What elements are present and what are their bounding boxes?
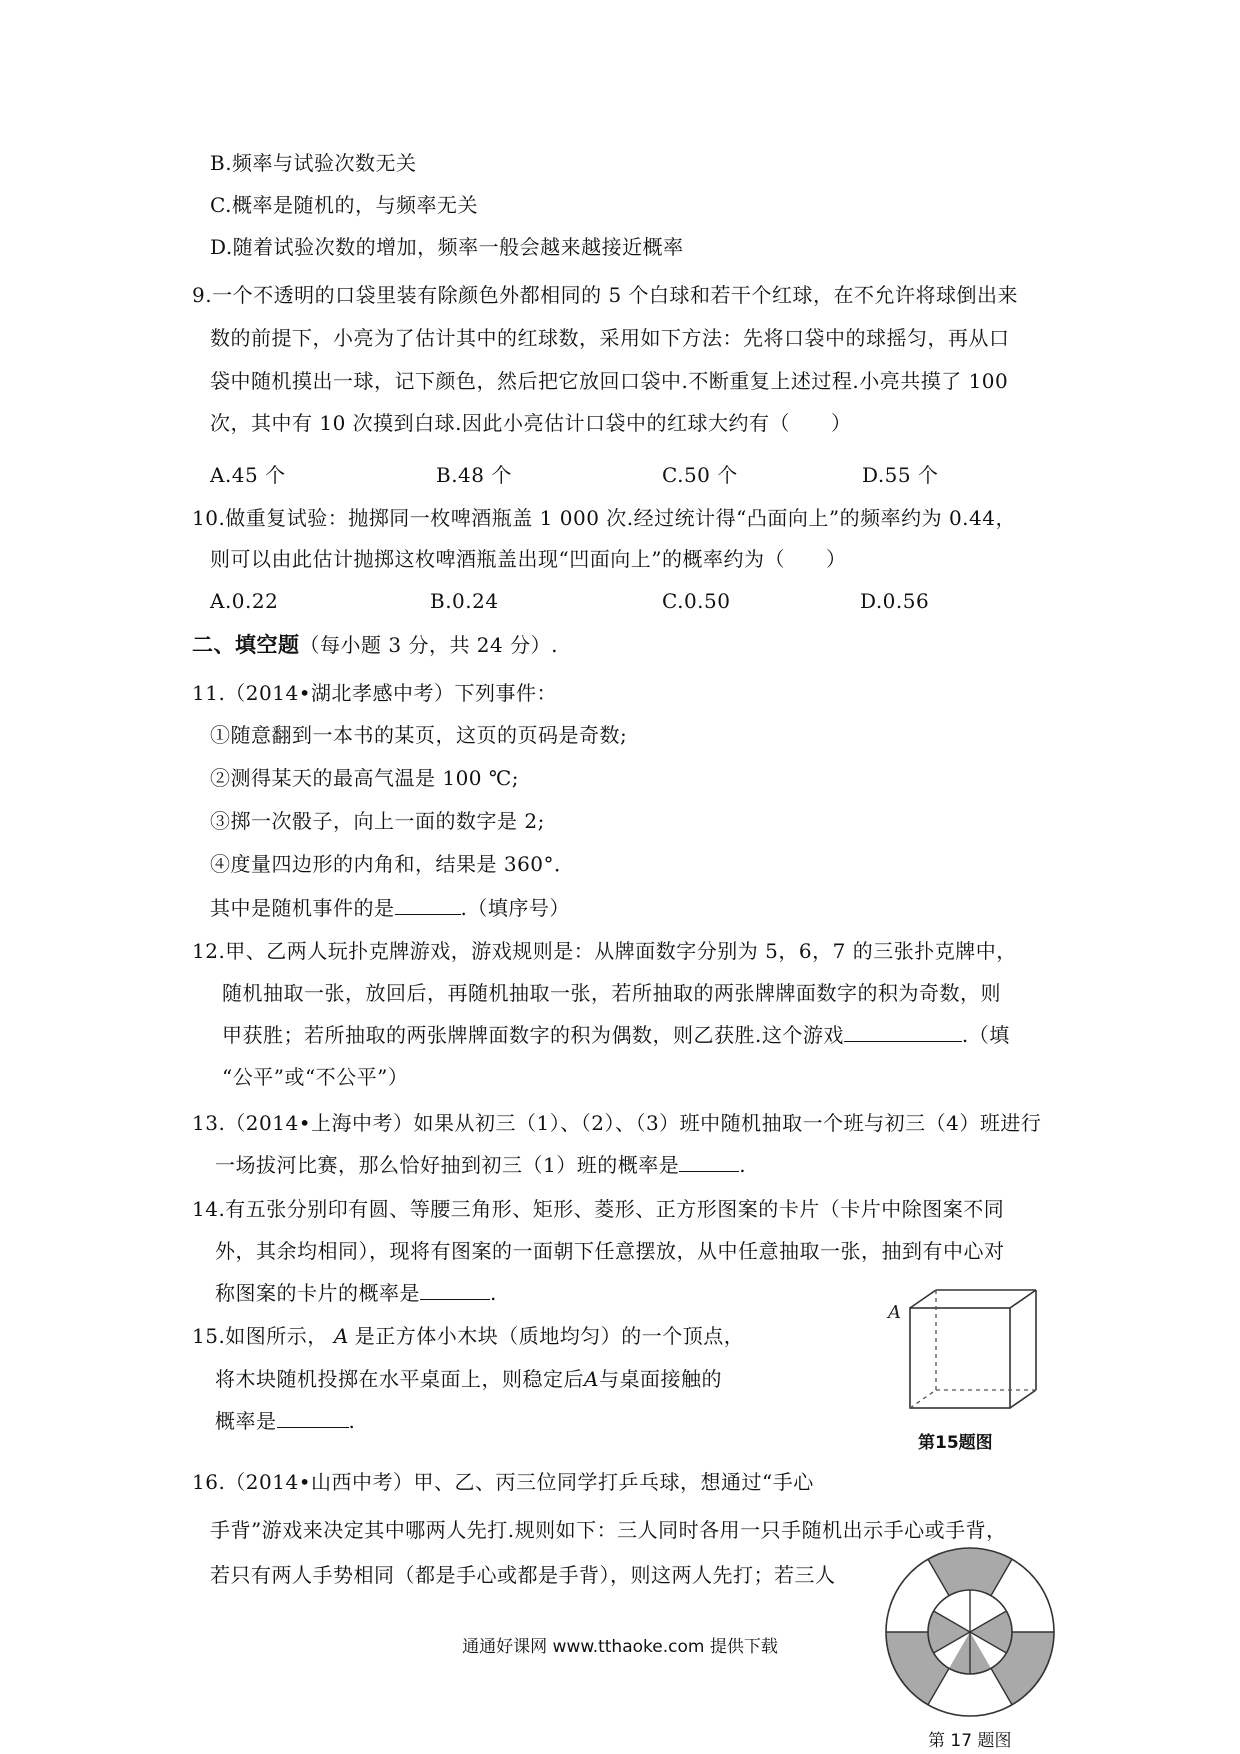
q15-line-2-post: 与桌面接触的 <box>598 1367 722 1391</box>
q9-line-1: 9.一个不透明的口袋里装有除颜色外都相同的 5 个白球和若干个红球，在不允许将球倒出来 <box>192 283 1019 307</box>
q9-line-4: 次，其中有 10 次摸到白球.因此小亮估计口袋中的红球大约有（ ） <box>210 411 852 435</box>
q9-line-3: 袋中随机摸出一球，记下颜色，然后把它放回口袋中.不断重复上述过程.小亮共摸了 100 <box>210 369 1009 393</box>
q13-answer-blank[interactable] <box>679 1153 739 1172</box>
q11-item-2: ②测得某天的最高气温是 100 ℃; <box>210 766 519 790</box>
q8-option-c: C.概率是随机的，与频率无关 <box>210 193 478 217</box>
q14-line-3: 称图案的卡片的概率是 <box>215 1281 420 1305</box>
q12-line-3-tail: .（填 <box>961 1023 1010 1047</box>
q16-line-3: 若只有两人手势相同（都是手心或都是手背），则这两人先打；若三人 <box>210 1563 836 1587</box>
q14-line-1: 14.有五张分别印有圆、等腰三角形、矩形、菱形、正方形图案的卡片（卡片中除图案不同 <box>192 1197 1005 1221</box>
q11-prompt-line <box>210 895 570 921</box>
q15-line-1 <box>192 1323 744 1349</box>
figure-15-caption: 第15题图 <box>918 1433 993 1453</box>
cube-edge-top-left <box>910 1290 936 1308</box>
q10-line-2: 则可以由此估计抛掷这枚啤酒瓶盖出现“凹面向上”的概率约为（ ） <box>210 547 847 571</box>
q14-line-3-wrap <box>215 1280 497 1306</box>
q13-line-1: 13.（2014•上海中考）如果从初三（1）、（2）、（3）班中随机抽取一个班与初三（4）班进行 <box>192 1111 1042 1135</box>
q14-line-2: 外，其余均相同），现将有图案的一面朝下任意摆放，从中任意抽取一张，抽到有中心对 <box>215 1239 1005 1263</box>
q15-line-1-post: 是正方体小木块（质地均匀）的一个顶点， <box>354 1324 745 1348</box>
q15-tail: . <box>348 1409 356 1433</box>
q14-answer-blank[interactable] <box>420 1281 490 1300</box>
q12-line-2: 随机抽取一张，放回后，再随机抽取一张，若所抽取的两张牌牌面数字的积为奇数，则 <box>222 981 1001 1005</box>
q15-line-3 <box>215 1408 355 1434</box>
cube-edge-bottom-right <box>1010 1390 1036 1408</box>
q9-line-2: 数的前提下，小亮为了估计其中的红球数，采用如下方法：先将口袋中的球摇匀，再从口 <box>210 326 1010 350</box>
q11-item-1: ①随意翻到一本书的某页，这页的页码是奇数; <box>210 723 628 747</box>
q11-answer-blank[interactable] <box>395 896 461 915</box>
q10-option-d: D.0.56 <box>860 589 930 613</box>
q15-line-2 <box>215 1366 722 1392</box>
q9-option-b: B.48 个 <box>436 463 512 487</box>
q15-vertex-var: A <box>333 1324 349 1348</box>
q15-line-1-pre: 15.如图所示， <box>192 1324 328 1348</box>
q11-line-1: 11.（2014•湖北孝感中考）下列事件： <box>192 681 558 705</box>
q10-option-b: B.0.24 <box>430 589 499 613</box>
cube-edge-top-right <box>1010 1290 1036 1308</box>
q15-line-2-pre: 将木块随机投掷在水平桌面上，则稳定后 <box>215 1367 584 1391</box>
q14-tail: . <box>490 1281 497 1305</box>
q16-line-1: 16.（2014•山西中考）甲、乙、丙三位同学打乒乓球，想通过“手心 <box>192 1470 814 1494</box>
q10-option-a: A.0.22 <box>210 589 279 613</box>
q9-option-a: A.45 个 <box>210 463 286 487</box>
page-footer: 通通好课网 www.tthaoke.com 提供下载 <box>462 1637 778 1657</box>
q11-prompt: 其中是随机事件的是 <box>210 896 395 920</box>
q12-line-3-wrap <box>222 1022 1010 1048</box>
q8-option-d: D.随着试验次数的增加，频率一般会越来越接近概率 <box>210 235 684 259</box>
outer-shaded-sector-1 <box>928 1548 1012 1596</box>
q12-line-3: 甲获胜；若所抽取的两张牌牌面数字的积为偶数，则乙获胜.这个游戏 <box>222 1023 844 1047</box>
cube-hidden-edge-diagonal <box>910 1390 936 1408</box>
section-heading <box>192 632 558 658</box>
q12-answer-blank[interactable] <box>844 1023 962 1042</box>
q9-option-d: D.55 个 <box>862 463 939 487</box>
q13-line-2-wrap <box>215 1152 746 1178</box>
q10-option-c: C.0.50 <box>662 589 731 613</box>
q13-tail: . <box>739 1153 747 1177</box>
q15-line-3-text: 概率是 <box>215 1409 277 1433</box>
cube-vertex-label: A <box>888 1302 901 1323</box>
q16-line-2: 手背”游戏来决定其中哪两人先打.规则如下：三人同时各用一只手随机出示手心或手背， <box>210 1518 1007 1542</box>
q12-line-4: “公平”或“不公平”） <box>222 1065 409 1089</box>
section-title: 二、填空题 <box>192 633 300 657</box>
cube-front-face <box>910 1308 1010 1408</box>
section-note: （每小题 3 分，共 24 分）. <box>299 633 558 657</box>
q13-line-2: 一场拔河比赛，那么恰好抽到初三（1）班的概率是 <box>215 1153 680 1177</box>
figure-17-caption: 第 17 题图 <box>928 1731 1012 1751</box>
q15-answer-blank[interactable] <box>277 1409 349 1428</box>
q11-tail: .（填序号） <box>460 896 570 920</box>
q8-option-b: B.频率与试验次数无关 <box>210 151 417 175</box>
q9-option-c: C.50 个 <box>662 463 738 487</box>
q12-line-1: 12.甲、乙两人玩扑克牌游戏，游戏规则是：从牌面数字分别为 5，6，7 的三张扑克牌中， <box>192 939 1017 963</box>
q10-line-1: 10.做重复试验：抛掷同一枚啤酒瓶盖 1 000 次.经过统计得“凸面向上”的频率约为 0.44， <box>192 506 1016 530</box>
q15-vertex-var-2: A <box>584 1367 599 1391</box>
q11-item-4: ④度量四边形的内角和，结果是 360°． <box>210 852 575 876</box>
q11-item-3: ③掷一次骰子，向上一面的数字是 2; <box>210 809 545 833</box>
cube-figure <box>880 1288 1040 1418</box>
